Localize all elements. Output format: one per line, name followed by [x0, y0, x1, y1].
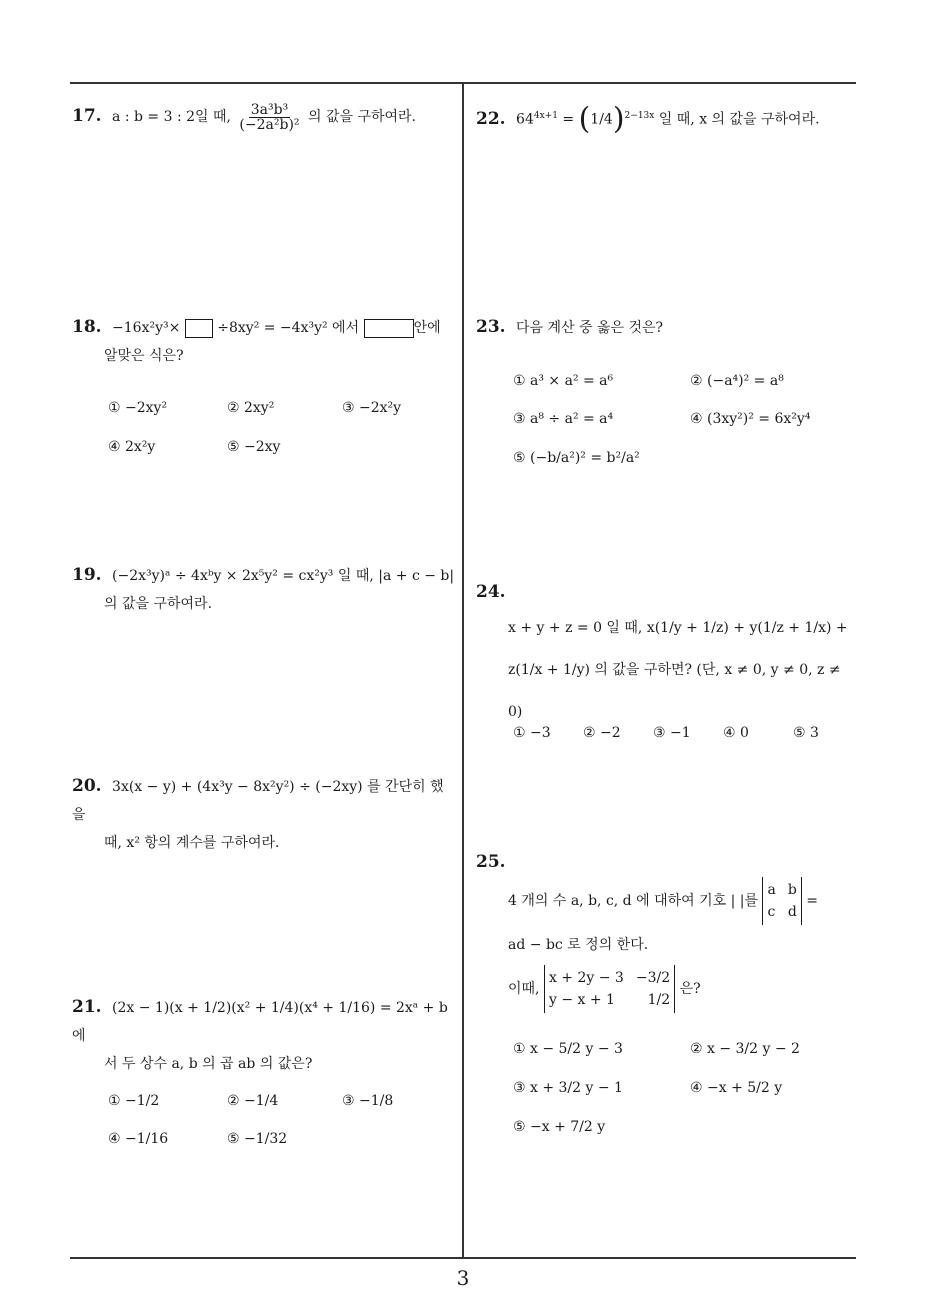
page-number: 3	[456, 1266, 470, 1290]
question-23	[476, 313, 663, 342]
q21-expression: (2x − 1)(x + 1/2)(x² + 1/4)(x⁴ + 1/16) = 2xᵃ + b 에	[72, 1000, 448, 1044]
left-paren: (	[578, 101, 591, 137]
q18-part3: 안에	[413, 320, 441, 336]
q21-line2: 서 두 상수 a, b 의 곱 ab 의 값은?	[104, 1056, 313, 1072]
q24-line3: 0)	[508, 704, 523, 720]
question-number: 20.	[72, 776, 102, 796]
question-25	[476, 848, 860, 1013]
q25-option-1[interactable]: ① x − 5/2 y − 3	[513, 1041, 623, 1057]
q22-suffix: 일 때, x 의 값을 구하여라.	[658, 111, 820, 128]
q21-option-5[interactable]: ⑤ −1/32	[227, 1131, 288, 1147]
q18-option-4[interactable]: ④ 2x²y	[108, 439, 156, 455]
det-c: c	[767, 904, 776, 920]
q18-part4: 알맞은 식은?	[104, 348, 184, 364]
q18-option-3[interactable]: ③ −2x²y	[342, 400, 402, 416]
q23-option-4[interactable]: ④ (3xy²)² = 6x²y⁴	[690, 411, 811, 427]
q22-equals: =	[562, 111, 575, 128]
question-number: 23.	[476, 317, 506, 337]
right-paren: )	[612, 101, 625, 137]
q21-option-3[interactable]: ③ −1/8	[342, 1093, 394, 1109]
question-number: 25.	[476, 852, 506, 872]
det2-21: y − x + 1	[548, 992, 615, 1008]
det-a: a	[767, 882, 776, 898]
q22-lhs-base: 64	[516, 111, 534, 128]
det-d: d	[787, 904, 797, 920]
q21-option-1[interactable]: ① −1/2	[108, 1093, 160, 1109]
q23-text: 다음 계산 중 옳은 것은?	[516, 320, 664, 336]
question-17	[72, 102, 416, 132]
q17-frac-den: (−2a²b)²	[239, 116, 300, 133]
q25-option-4[interactable]: ④ −x + 5/2 y	[690, 1080, 783, 1096]
question-20	[72, 772, 457, 857]
q25-option-5[interactable]: ⑤ −x + 7/2 y	[513, 1119, 606, 1135]
q19-line2: 의 값을 구하여라.	[104, 596, 213, 612]
q25-line1b: =	[806, 893, 818, 909]
q22-lhs-exponent: 4x+1	[533, 111, 558, 121]
q25-line2: ad − bc 로 정의 한다.	[508, 937, 649, 953]
q24-option-2[interactable]: ② −2	[583, 725, 621, 741]
q25-line1a: 4 개의 수 a, b, c, d 에 대하여 기호 | |를	[508, 893, 758, 909]
question-number: 17.	[72, 106, 102, 126]
q25-line3a: 이때,	[508, 981, 540, 997]
det2-12: −3/2	[635, 970, 671, 986]
det2-22: 1/2	[647, 992, 671, 1008]
question-21	[72, 993, 457, 1078]
q18-part1: −16x²y³×	[112, 320, 181, 336]
q18-option-1[interactable]: ① −2xy²	[108, 400, 168, 416]
question-24	[476, 578, 860, 733]
q24-option-4[interactable]: ④ 0	[723, 725, 749, 741]
q21-option-4[interactable]: ④ −1/16	[108, 1131, 169, 1147]
det-b: b	[787, 882, 797, 898]
q18-blank-box-label	[364, 319, 414, 338]
q24-option-3[interactable]: ③ −1	[653, 725, 691, 741]
q25-option-2[interactable]: ② x − 3/2 y − 2	[690, 1041, 800, 1057]
q20-line1: 3x(x − y) + (4x³y − 8x²y²) ÷ (−2xy) 를 간단히 했을	[72, 779, 444, 823]
q23-option-3[interactable]: ③ a⁸ ÷ a² = a⁴	[513, 411, 614, 427]
q23-option-5[interactable]: ⑤ (−b/a²)² = b²/a²	[513, 450, 640, 466]
q24-line1: x + y + z = 0 일 때, x(1/y + 1/z) + y(1/z + 1/x) +	[508, 620, 848, 636]
q25-option-3[interactable]: ③ x + 3/2 y − 1	[513, 1080, 623, 1096]
question-22	[476, 101, 856, 137]
question-18	[72, 313, 462, 370]
q19-line1: (−2x³y)ᵃ ÷ 4xᵇy × 2x⁵y² = cx²y³ 일 때, |a + c − b|	[112, 568, 455, 584]
q21-option-2[interactable]: ② −1/4	[227, 1093, 279, 1109]
question-number: 21.	[72, 997, 102, 1017]
q20-line2: 때, x² 항의 계수를 구하여라.	[104, 835, 280, 851]
q18-option-5[interactable]: ⑤ −2xy	[227, 439, 281, 455]
q17-fraction	[237, 103, 301, 132]
q18-blank-box	[185, 319, 213, 338]
question-19	[72, 561, 457, 618]
q22-rhs-exponent: 2−13x	[624, 111, 655, 121]
q17-frac-num: 3a³b³	[250, 101, 289, 118]
q17-suffix: 의 값을 구하여라.	[307, 109, 417, 125]
question-number: 22.	[476, 108, 506, 129]
q22-base: 1/4	[590, 111, 613, 128]
q25-determinant-abcd	[762, 877, 801, 925]
q18-option-2[interactable]: ② 2xy²	[227, 400, 275, 416]
question-number: 19.	[72, 565, 102, 585]
q25-determinant-expr	[544, 965, 675, 1013]
bottom-rule	[70, 1257, 856, 1259]
q24-option-5[interactable]: ⑤ 3	[793, 725, 819, 741]
det2-11: x + 2y − 3	[548, 970, 624, 986]
q23-option-1[interactable]: ① a³ × a² = a⁶	[513, 373, 614, 389]
q23-option-2[interactable]: ② (−a⁴)² = a⁸	[690, 373, 784, 389]
q17-prefix: a : b = 3 : 2일 때,	[112, 109, 231, 125]
question-number: 24.	[476, 582, 506, 602]
column-divider	[462, 83, 464, 1258]
q24-line2: z(1/x + 1/y) 의 값을 구하면? (단, x ≠ 0, y ≠ 0, z ≠	[508, 662, 841, 678]
question-number: 18.	[72, 317, 102, 337]
q18-part2: ÷8xy² = −4x³y² 에서	[217, 320, 360, 336]
q24-option-1[interactable]: ① −3	[513, 725, 551, 741]
q25-line3b: 은?	[679, 981, 701, 997]
